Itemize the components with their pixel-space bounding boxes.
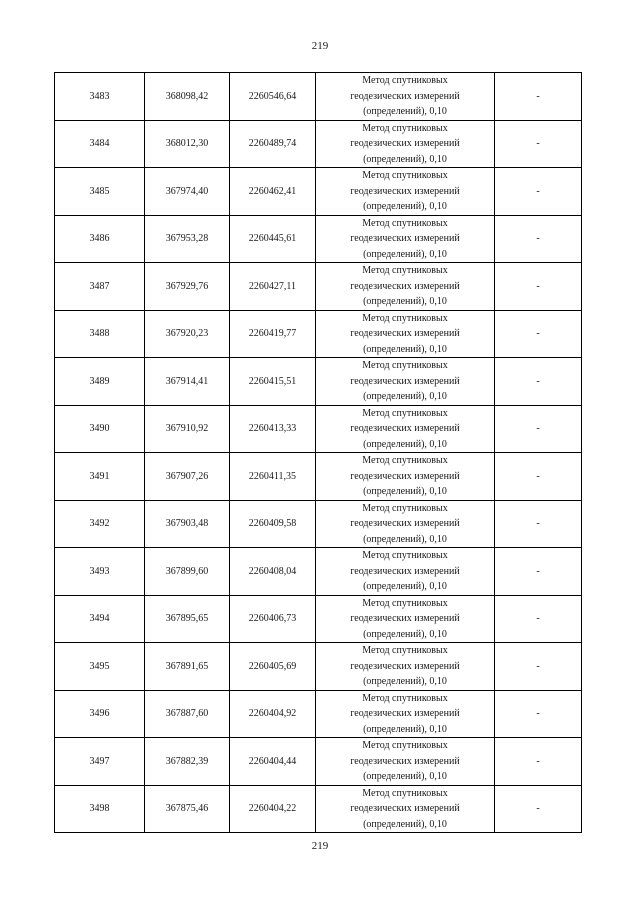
table-row [55,643,582,691]
x-coordinate-cell: 368012,30 [145,120,230,168]
table-row [55,120,582,168]
y-coordinate-cell: 2260419,77 [230,310,316,358]
method-text-line: (определений), 0,10 [363,818,447,830]
extra-cell: - [495,690,582,738]
y-coordinate-cell: 2260462,41 [230,168,316,216]
table-row [55,73,582,121]
method-text-line: геодезических измерений [350,328,460,339]
x-coordinate-cell: 367907,26 [145,453,230,501]
y-coordinate-cell: 2260404,92 [230,690,316,738]
point-number-cell: 3490 [55,405,145,453]
method-text-line: (определений), 0,10 [363,486,447,497]
y-coordinate-cell: 2260546,64 [230,73,316,121]
x-coordinate-cell: 367887,60 [145,690,230,738]
method-cell [316,215,495,263]
method-cell [316,500,495,548]
table-row [55,595,582,643]
point-number-cell: 3486 [55,215,145,263]
extra-cell: - [495,310,582,358]
method-text-line: геодезических измерений [350,280,460,292]
extra-cell: - [495,73,582,121]
extra-cell: - [495,500,582,548]
method-cell [316,453,495,501]
table-row [55,263,582,311]
method-text-line: Метод спутниковых [362,645,448,656]
method-cell [316,310,495,358]
extra-cell: - [495,785,582,833]
extra-cell: - [495,215,582,263]
method-text-line: геодезических измерений [350,755,460,767]
point-number-cell: 3487 [55,263,145,311]
point-number-cell: 3485 [55,168,145,216]
method-text-line: геодезических измерений [350,470,460,482]
method-text-line: Метод спутниковых [362,75,448,86]
table-row [55,453,582,501]
x-coordinate-cell: 367929,76 [145,263,230,311]
y-coordinate-cell: 2260489,74 [230,120,316,168]
x-coordinate-cell: 367914,41 [145,358,230,406]
method-text-line: Метод спутниковых [362,787,448,799]
method-text-line: Метод спутниковых [362,597,448,609]
x-coordinate-cell: 367891,65 [145,643,230,691]
method-text-line: Метод спутниковых [362,407,448,419]
method-cell [316,595,495,643]
y-coordinate-cell: 2260415,51 [230,358,316,406]
point-number-cell: 3495 [55,643,145,691]
method-cell [316,168,495,216]
method-cell [316,405,495,453]
method-text-line: (определений), 0,10 [363,106,447,117]
method-cell [316,785,495,833]
point-number-cell: 3497 [55,738,145,786]
method-text-line: (определений), 0,10 [363,438,447,450]
table-row [55,358,582,406]
y-coordinate-cell: 2260404,44 [230,738,316,786]
coordinates-table-body [55,73,582,833]
method-text-line: (определений), 0,10 [363,248,447,260]
table-row [55,310,582,358]
point-number-cell: 3484 [55,120,145,168]
method-text-line: (определений), 0,10 [363,628,447,640]
y-coordinate-cell: 2260409,58 [230,500,316,548]
method-text-line: Метод спутниковых [362,550,448,561]
method-text-line: геодезических измерений [350,613,460,624]
method-text-line: Метод спутниковых [362,170,448,181]
point-number-cell: 3489 [55,358,145,406]
x-coordinate-cell: 367903,48 [145,500,230,548]
x-coordinate-cell: 368098,42 [145,73,230,121]
method-cell [316,73,495,121]
method-text-line: геодезических измерений [350,375,460,387]
extra-cell: - [495,453,582,501]
method-text-line: (определений), 0,10 [363,201,447,212]
method-cell [316,738,495,786]
x-coordinate-cell: 367920,23 [145,310,230,358]
extra-cell: - [495,405,582,453]
method-text-line: (определений), 0,10 [363,581,447,592]
extra-cell: - [495,595,582,643]
y-coordinate-cell: 2260413,33 [230,405,316,453]
y-coordinate-cell: 2260427,11 [230,263,316,311]
point-number-cell: 3494 [55,595,145,643]
method-text-line: (определений), 0,10 [363,153,447,165]
page-number-top: 219 [311,40,329,52]
method-text-line: Метод спутниковых [362,122,448,134]
method-text-line: геодезических измерений [350,138,460,149]
method-text-line: геодезических измерений [350,803,460,814]
table-row [55,548,582,596]
x-coordinate-cell: 367882,39 [145,738,230,786]
x-coordinate-cell: 367953,28 [145,215,230,263]
method-text-line: Метод спутниковых [362,360,448,371]
x-coordinate-cell: 367910,92 [145,405,230,453]
table-row [55,500,582,548]
method-text-line: геодезических измерений [350,708,460,719]
table-row [55,405,582,453]
method-cell [316,263,495,311]
point-number-cell: 3492 [55,500,145,548]
method-text-line: Метод спутниковых [362,217,448,229]
extra-cell: - [495,643,582,691]
extra-cell: - [495,120,582,168]
table-row [55,690,582,738]
method-cell [316,120,495,168]
coordinates-table [54,72,582,833]
method-text-line: геодезических измерений [350,233,460,244]
point-number-cell: 3493 [55,548,145,596]
method-text-line: Метод спутниковых [362,265,448,276]
y-coordinate-cell: 2260408,04 [230,548,316,596]
method-text-line: геодезических измерений [350,565,460,577]
method-cell [316,548,495,596]
y-coordinate-cell: 2260445,61 [230,215,316,263]
extra-cell: - [495,548,582,596]
point-number-cell: 3483 [55,73,145,121]
x-coordinate-cell: 367974,40 [145,168,230,216]
table-row [55,785,582,833]
method-text-line: Метод спутниковых [362,312,448,324]
extra-cell: - [495,738,582,786]
point-number-cell: 3488 [55,310,145,358]
page-number-bottom: 219 [311,840,329,852]
y-coordinate-cell: 2260405,69 [230,643,316,691]
method-text-line: геодезических измерений [350,423,460,434]
method-text-line: геодезических измерений [350,660,460,672]
method-cell [316,690,495,738]
method-text-line: (определений), 0,10 [363,723,447,735]
x-coordinate-cell: 367875,46 [145,785,230,833]
method-text-line: геодезических измерений [350,90,460,102]
method-text-line: (определений), 0,10 [363,533,447,545]
y-coordinate-cell: 2260411,35 [230,453,316,501]
y-coordinate-cell: 2260404,22 [230,785,316,833]
point-number-cell: 3498 [55,785,145,833]
method-text-line: Метод спутниковых [362,455,448,466]
method-text-line: Метод спутниковых [362,740,448,751]
table-row [55,215,582,263]
method-text-line: (определений), 0,10 [363,771,447,782]
x-coordinate-cell: 367895,65 [145,595,230,643]
y-coordinate-cell: 2260406,73 [230,595,316,643]
point-number-cell: 3491 [55,453,145,501]
method-cell [316,643,495,691]
method-text-line: геодезических измерений [350,518,460,529]
method-text-line: (определений), 0,10 [363,343,447,355]
method-text-line: Метод спутниковых [362,502,448,514]
method-text-line: (определений), 0,10 [363,296,447,307]
method-text-line: Метод спутниковых [362,692,448,704]
extra-cell: - [495,358,582,406]
x-coordinate-cell: 367899,60 [145,548,230,596]
table-row [55,738,582,786]
method-text-line: геодезических измерений [350,185,460,197]
method-cell [316,358,495,406]
extra-cell: - [495,263,582,311]
method-text-line: (определений), 0,10 [363,391,447,402]
point-number-cell: 3496 [55,690,145,738]
method-text-line: (определений), 0,10 [363,676,447,687]
extra-cell: - [495,168,582,216]
table-row [55,168,582,216]
